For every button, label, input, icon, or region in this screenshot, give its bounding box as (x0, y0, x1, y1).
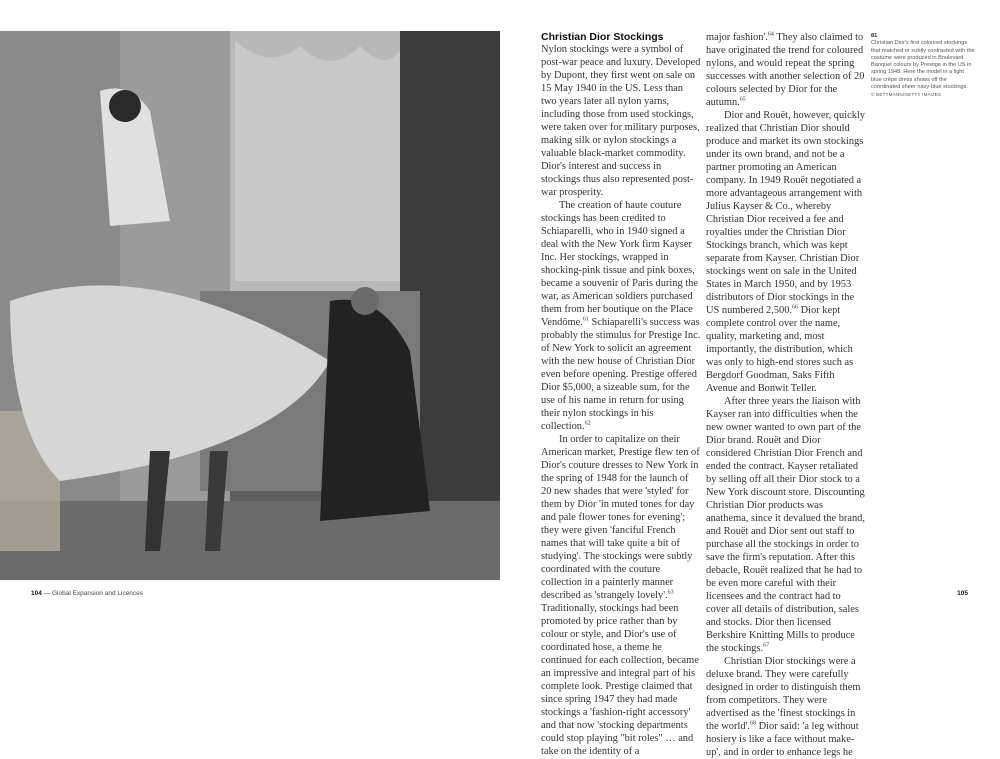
footnote-ref: 61 (582, 316, 589, 323)
page-number-left: 104 (31, 590, 42, 597)
footnote-ref: 68 (750, 720, 757, 727)
text-column-2 (706, 31, 866, 759)
footnote-ref: 66 (792, 304, 799, 311)
paragraph: Nylon stockings were a symbol of post-war peace and luxury. Developed by Dupont, they first went on sale on 15 May 1940 in the US. Less than two years later all nylon yarns, including those from used stockings, were taken over for military purposes, making silk or nylon stockings a valuable black-market commodity. Dior's interest and success in stockings thus also represented post-war prosperity. (541, 44, 701, 198)
paragraph: Christian Dior stockings were a deluxe brand. They were carefully designed in order to distinguish them from competitors. They were advertised as the 'finest stockings in the world'.$^{68}$ Dior said: 'a leg without hosiery is like a face without make-up', and in order to enhance legs he (706, 656, 861, 758)
caption-text: Christian Dior's first coloured stockings that matched or subtly contrasted with the costume were produced in Boulevard Banquet colours by Prestige in the US in spring 1948. Here the model in a light blue crêpe dress shows off the coordinated sheer navy-blue stockings. (871, 40, 975, 91)
footnote-ref: 63 (667, 589, 674, 596)
caption-credit: © BETTMANN/GETTY IMAGES (871, 92, 942, 98)
footnote-ref: 67 (763, 642, 770, 649)
photo-caption (871, 33, 975, 99)
photograph (0, 31, 500, 580)
footer-left (31, 590, 143, 597)
paragraph: Dior and Rouët, however, quickly realized that Christian Dior should produce and market its own stockings under its own brand, and not be a partner promoting an American company. In 1949 Rouët negotiated a more advantageous arrangement with Julius Kayser & Co., whereby Christian Dior received a fee and royalties under the Christian Dior Stockings branch, which was kept separate from Kayser. Christian Dior stockings went on sale in the United States in March 1950, and by 1953 distributors of Dior stockings in the US numbered 2,500.66 Dior kept complete control over the name, quality, marketing and, most importantly, the distribution, which was only to high-end stores such as Bergdorf Goodman, Saks Fifth Avenue and Bonwit Teller. (706, 110, 865, 394)
paragraph: major fashion'.$^{64}$ They also claimed to have originated the trend for coloured nylons, and would repeat the spring successes with another selection of 20 colours selected by Dior for the autumn.$^{65}$ (706, 31, 865, 108)
page-number-right: 105 (957, 590, 968, 597)
footer-right (957, 590, 968, 597)
paragraph: After three years the liaison with Kayser ran into difficulties when the new owner wanted to own part of the Dior brand. Rouët and Dior considered Christian Dior French and ended the contract. Kayser retaliated by selling off all their Dior stock to a New York discount store. Discounting Christian Dior products was anathema, since it devalued the brand, and Rouët and Dior sent out staff to purchase all the stockings in order to save the firm's reputation. After this debacle, Rouët realized that he had to be even more careful with their licensees and the contract had to cover all details of distribution, sales and stocks. Dior then licensed Berkshire Knitting Mills to produce the stockings.$^{67}$ (706, 396, 865, 654)
article-heading: Christian Dior Stockings (541, 31, 664, 43)
section-title: — Global Expansion and Licences (43, 590, 144, 597)
footnote-ref: 64 (767, 31, 774, 38)
paragraph: In order to capitalize on their American market, Prestige flew ten of Dior's couture dresses to New York in the spring of 1948 for the launch of 20 new shades that were 'styled' for them by Dior 'in muted tones for day and pale flower tones for evening'; they were given 'fanciful French names that will take quite a bit of studying'. The stockings were subtly coordinated with the couture collection in a painterly manner described as 'strangely lovely'.$^{63}$ Traditionally, stockings had been promoted by price rather than by colour or style, and Dior's use of coordinated hose, a theme he continued for each collection, became an impressive and integral part of his complete look. Prestige claimed that since spring 1947 they had made stockings a 'fashion-right accessory' and that now 'stocking departments could stop playing "bit roles" … and take on the identity of a (541, 434, 700, 757)
footnote-ref: 65 (739, 96, 746, 103)
footnote-ref: 62 (584, 420, 591, 427)
photo-illustration (0, 31, 500, 580)
caption-number: 81 (871, 33, 878, 39)
text-column-1 (541, 31, 701, 758)
paragraph: The creation of haute couture stockings has been credited to Schiaparelli, who in 1940 signed a deal with the New York firm Kayser Inc. Her stockings, wrapped in shocking-pink tissue and pink boxes, became a souvenir of Paris during the war, as American soldiers purchased them from her boutique on the Place Vendôme.$^{61}$ Schiaparelli's success was probably the stimulus for Prestige Inc. of New York to solicit an agreement with the new house of Christian Dior even before opening. Prestige offered Dior $5,000, a sizeable sum, for the use of his name in return for using their nylon stockings in his collection.$^{62}$ (541, 200, 701, 432)
